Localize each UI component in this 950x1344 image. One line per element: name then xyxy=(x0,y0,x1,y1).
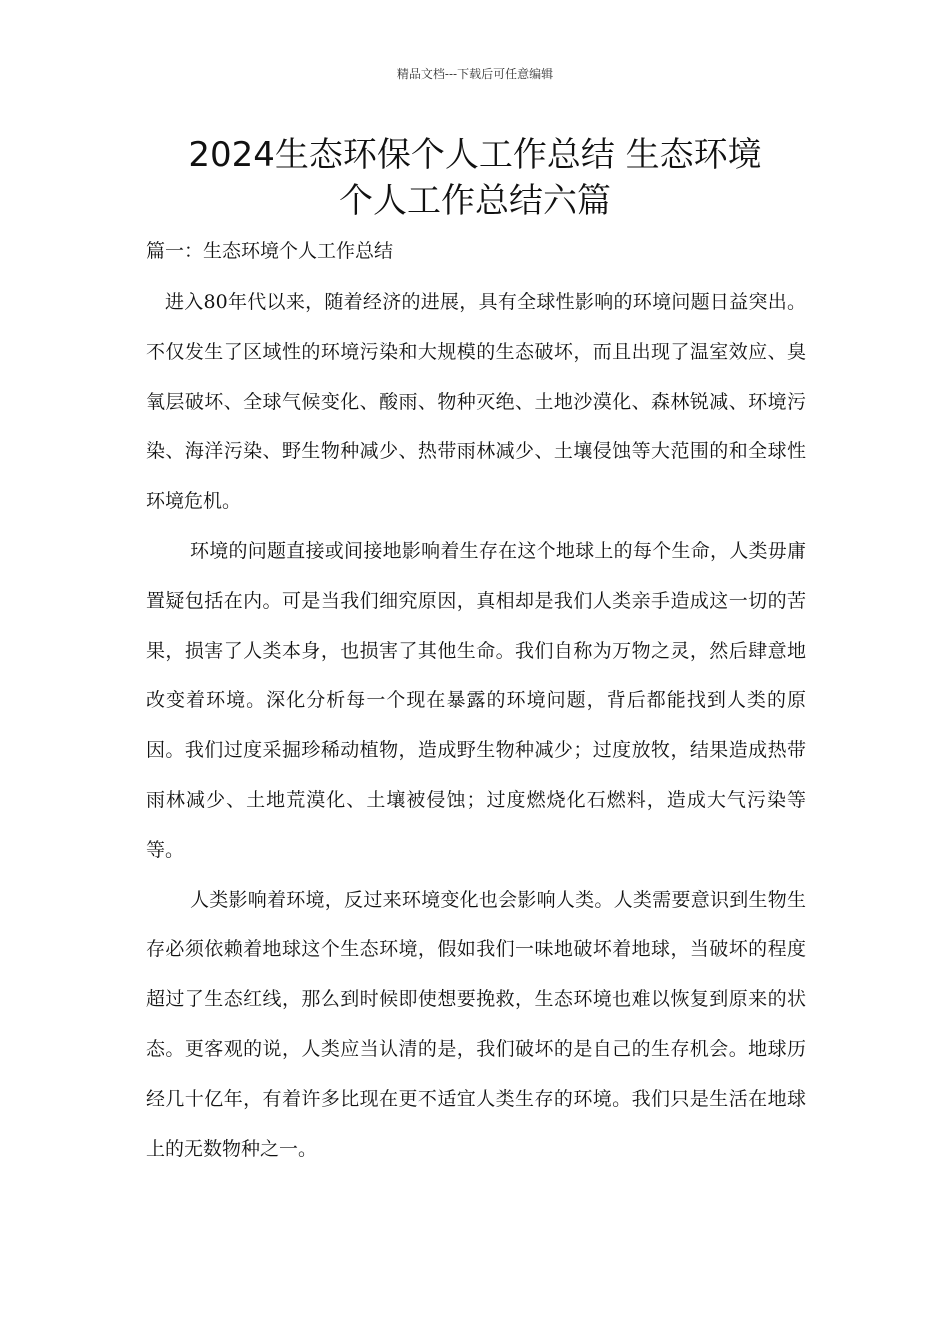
section-heading: 篇一：生态环境个人工作总结 xyxy=(146,240,394,262)
paragraph-1: 进入80年代以来，随着经济的进展，具有全球性影响的环境问题日益突出。不仅发生了区域性的环境污染和大规模的生态破坏，而且出现了温室效应、臭氧层破坏、全球气候变化、酸雨、物种灭绝、土地沙漠化、森林锐减、环境污染、海洋污染、野生物种减少、热带雨林减少、土壤侵蚀等大范围的和全球性环境危机。 xyxy=(146,291,806,513)
document-title-line-1: 2024生态环保个人工作总结 生态环境 xyxy=(188,135,762,175)
page-header: 精品文档---下载后可任意编辑 xyxy=(396,67,554,81)
paragraph-3: 人类影响着环境，反过来环境变化也会影响人类。人类需要意识到生物生存必须依赖着地球这个生态环境，假如我们一味地破坏着地球，当破坏的程度超过了生态红线，那么到时候即使想要挽救，生态环境也难以恢复到原来的状态。更客观的说，人类应当认清的是，我们破坏的是自己的生存机会。地球历经几十亿年，有着许多比现在更不适宜人类生存的环境。我们只是生活在地球上的无数物种之一。 xyxy=(146,888,806,1160)
body-text xyxy=(146,278,806,1174)
document-title xyxy=(100,132,850,224)
document-title-line-2: 个人工作总结六篇 xyxy=(339,181,611,221)
paragraph-2: 环境的问题直接或间接地影响着生存在这个地球上的每个生命，人类毋庸置疑包括在内。可是当我们细究原因，真相却是我们人类亲手造成这一切的苦果，损害了人类本身，也损害了其他生命。我们自称为万物之灵，然后肆意地改变着环境。深化分析每一个现在暴露的环境问题，背后都能找到人类的原因。我们过度采掘珍稀动植物，造成野生物种减少；过度放牧，结果造成热带雨林减少、土地荒漠化、土壤被侵蚀；过度燃烧化石燃料，造成大气污染等等。 xyxy=(146,539,806,861)
